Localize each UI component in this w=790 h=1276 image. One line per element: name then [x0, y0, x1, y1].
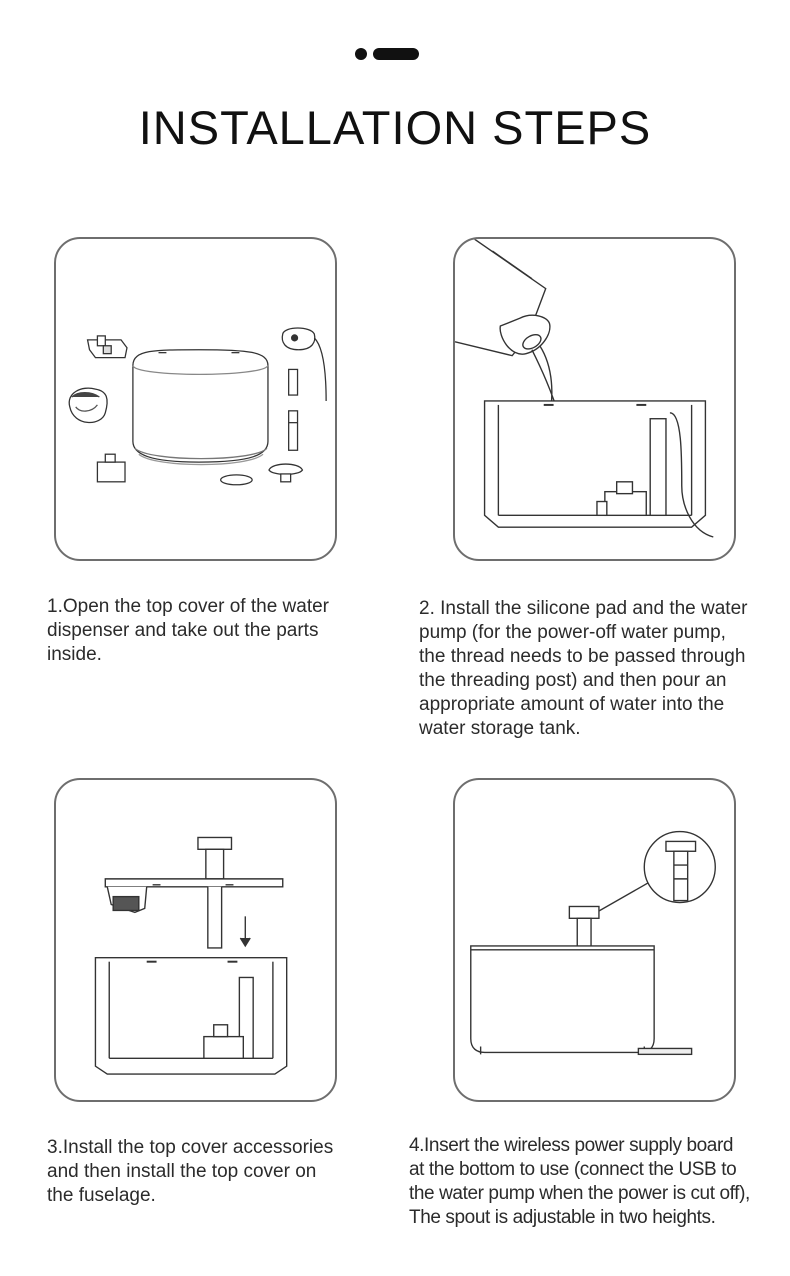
- step-3-caption: 3.Install the top cover accessories and then install the top cover on the fuselage.: [47, 1137, 334, 1206]
- dash-icon: [373, 48, 419, 60]
- step-1-card: [54, 237, 337, 561]
- decorative-dots: [355, 48, 421, 61]
- parts-layout-illustration: [56, 239, 335, 559]
- step-2-caption: 2. Install the silicone pad and the water pump (for the power-off water pump, the thread needs to be passed through the threading post) and then pour an appropriate amount of water into the water storage tank.: [419, 598, 748, 739]
- step-3-card: [54, 778, 337, 1102]
- page-title: INSTALLATION STEPS: [138, 101, 652, 154]
- pour-water-illustration: [455, 239, 734, 559]
- step-1-caption: 1.Open the top cover of the water dispenser and take out the parts inside.: [47, 596, 330, 665]
- dot-icon: [355, 48, 367, 60]
- step-4-card: [453, 778, 736, 1102]
- step-4-caption: 4.Insert the wireless power supply board at the bottom to use (connect the USB to the water pump when the power is cut off), The spout is adjustable in two heights.: [409, 1135, 750, 1228]
- install-top-cover-illustration: [56, 780, 335, 1100]
- step-2-card: [453, 237, 736, 561]
- wireless-power-board-illustration: [455, 780, 734, 1100]
